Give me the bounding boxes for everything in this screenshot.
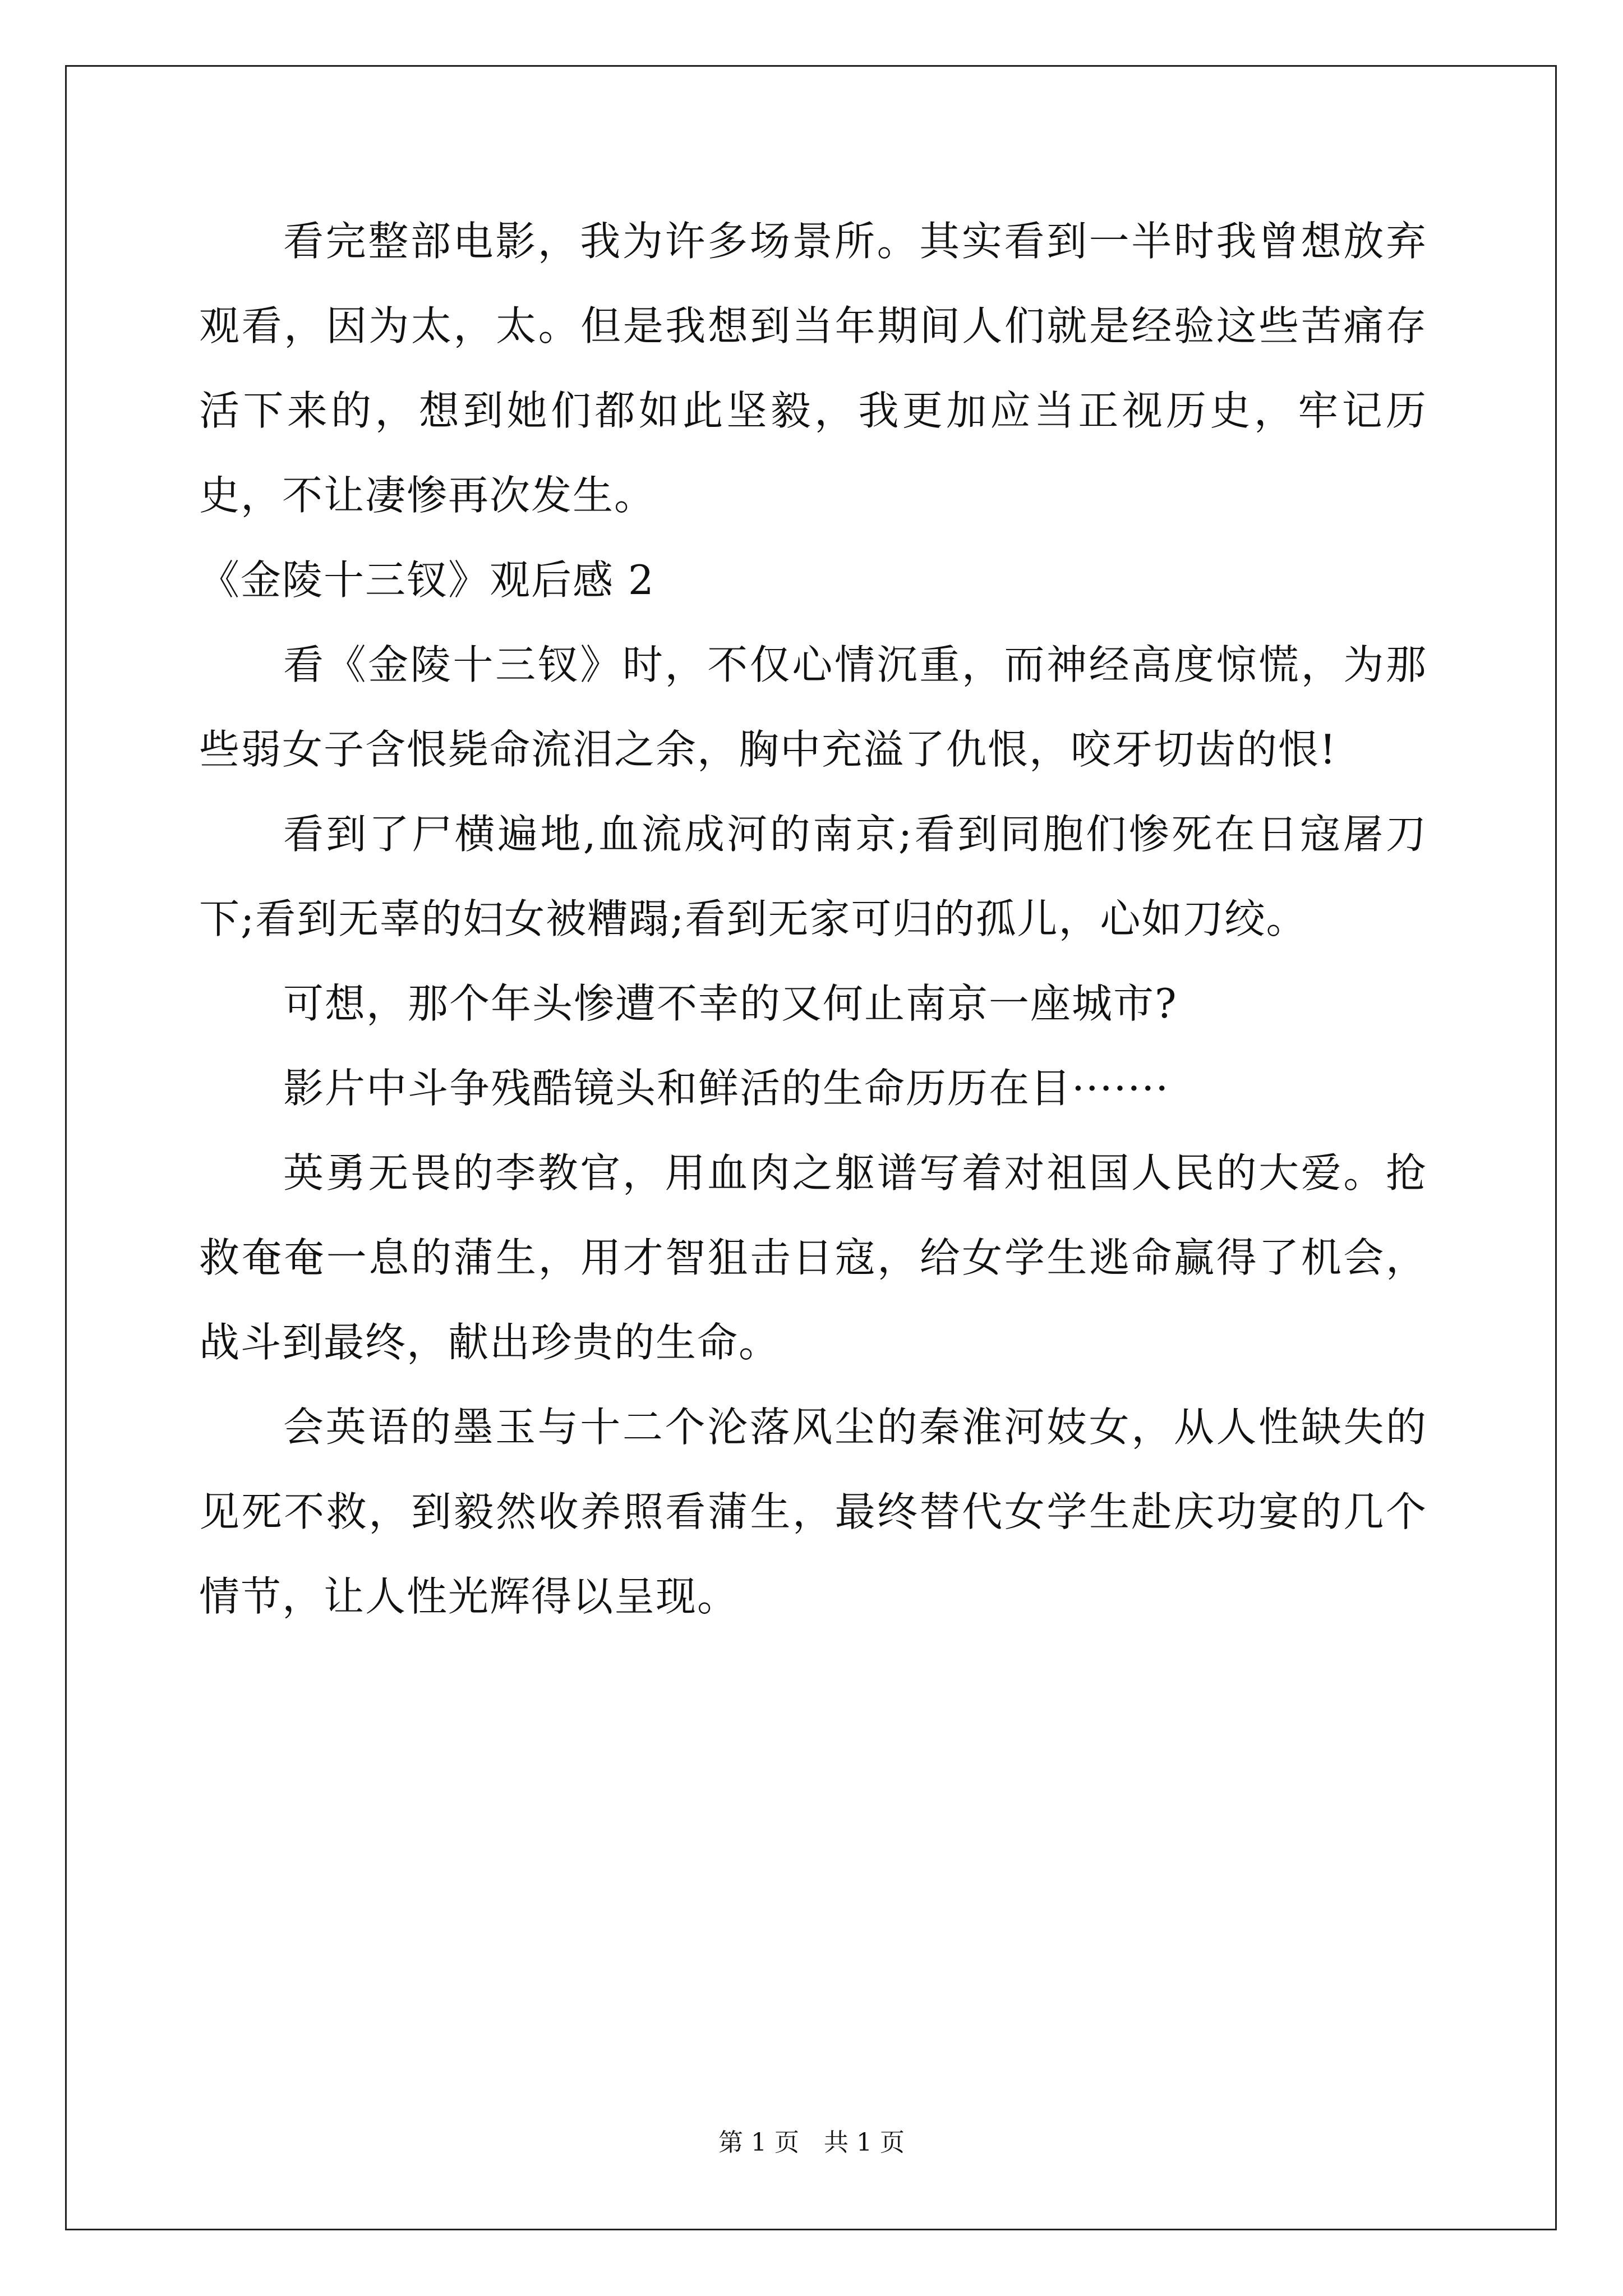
document-body <box>199 199 1427 1639</box>
paragraph-4: 可想，那个年头惨遭不幸的又何止南京一座城市? <box>283 980 1178 1027</box>
paragraph-7: 会英语的墨玉与十二个沦落风尘的秦淮河妓女，从人性缺失的见死不救，到毅然收养照看蒲生，最终替代女学生赴庆功宴的几个情节，让人性光辉得以呈现。 <box>199 1404 1427 1620</box>
paragraph-1: 看完整部电影，我为许多场景所。其实看到一半时我曾想放弃观看，因为太，太。但是我想到当年期间人们就是经验这些苦痛存活下来的，想到她们都如此坚毅，我更加应当正视历史，牢记历史，不让凄惨再次发生。 <box>199 218 1427 519</box>
page-number-current: 第 1 页 <box>718 2128 799 2157</box>
paragraph-5: 影片中斗争残酷镜头和鲜活的生命历历在目······· <box>283 1065 1170 1112</box>
page-footer <box>0 2126 1623 2160</box>
paragraph-3: 看到了尸横遍地,血流成河的南京;看到同胞们惨死在日寇屠刀下;看到无辜的妇女被糟蹋;看到无家可归的孤儿，心如刀绞。 <box>199 811 1427 942</box>
section-heading: 《金陵十三钗》观后感 2 <box>199 556 655 604</box>
paragraph-2: 看《金陵十三钗》时，不仅心情沉重，而神经高度惊慌，为那些弱女子含恨毙命流泪之余，胸中充溢了仇恨，咬牙切齿的恨! <box>199 641 1427 773</box>
paragraph-6: 英勇无畏的李教官，用血肉之躯谱写着对祖国人民的大爱。抢救奄奄一息的蒲生，用才智狙击日寇，给女学生逃命赢得了机会，战斗到最终，献出珍贵的生命。 <box>199 1149 1427 1366</box>
page-number-total: 共 1 页 <box>824 2128 905 2157</box>
